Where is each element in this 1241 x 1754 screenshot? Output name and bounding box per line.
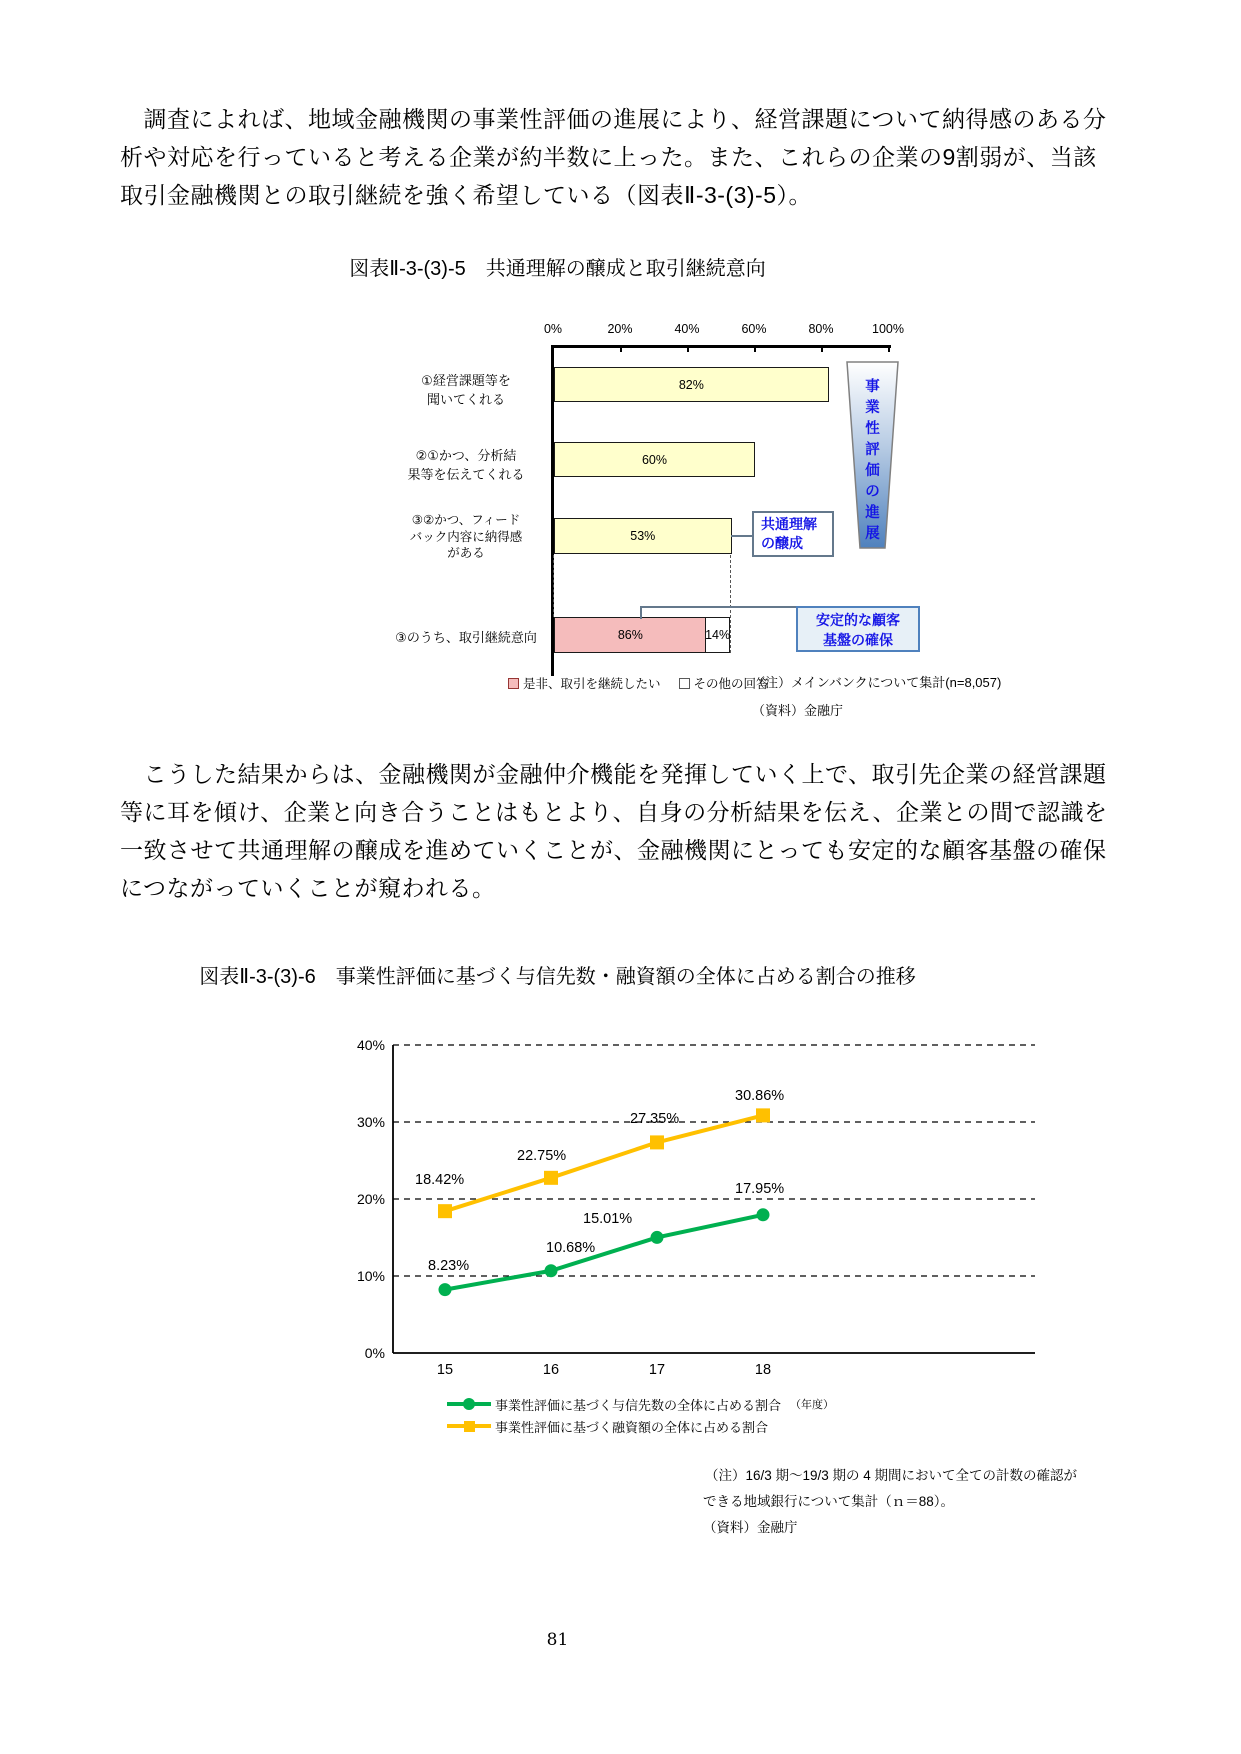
- figure6-title: 図表Ⅱ-3-(3)-6 事業性評価に基づく与信先数・融資額の全体に占める割合の推移: [199, 966, 916, 988]
- figure5-axis-tick: [754, 347, 756, 352]
- figure6-ytick-10: 10%: [356, 1268, 385, 1284]
- figure5-axis-tick: [888, 347, 890, 352]
- page-number: 81: [546, 1630, 569, 1650]
- figure5-axis-tick: [687, 347, 689, 352]
- figure6-count-label-18: 17.95%: [735, 1181, 785, 1197]
- figure5-stacked-bar: [554, 617, 732, 653]
- figure5-legend-item-continue: 是非、取引を継続したい: [523, 677, 661, 691]
- figure5-source: （資料）金融庁: [752, 703, 844, 718]
- figure6-count-label-15: 8.23%: [428, 1258, 470, 1274]
- yellow-line-square-icon: [447, 1419, 491, 1433]
- figure6-xtick-17: 17: [648, 1362, 666, 1378]
- series-marker: [651, 1231, 664, 1244]
- figure5-xtick-0: 0%: [543, 322, 563, 336]
- figure5-bar2-label: ②①かつ、分析結 果等を伝えてくれる: [407, 448, 525, 482]
- series-marker: [544, 1171, 558, 1185]
- figure6-amount-label-16: 22.75%: [517, 1148, 567, 1164]
- figure6-ytick-30: 30%: [356, 1114, 385, 1130]
- figure5-legend: [508, 674, 769, 692]
- green-line-circle-icon: [447, 1397, 491, 1411]
- figure6-ytick-0: 0%: [364, 1345, 385, 1361]
- figure5-xtick-80: 80%: [808, 322, 834, 336]
- figure6-count-label-16: 10.68%: [546, 1240, 596, 1256]
- figure6-ytick-20: 20%: [356, 1191, 385, 1207]
- figure6-note-line2: できる地域銀行について集計（ｎ＝88）。: [703, 1494, 954, 1509]
- series-marker: [650, 1135, 664, 1149]
- figure5-bar-82-value: 82%: [678, 377, 704, 392]
- figure6-xtick-16: 16: [542, 1362, 560, 1378]
- figure5-callout-stable-customer-base: 安定的な顧客 基盤の確保: [796, 606, 920, 652]
- figure5-title: 図表Ⅱ-3-(3)-5 共通理解の醸成と取引継続意向: [349, 258, 766, 280]
- paragraph-2: こうした結果からは、金融機関が金融仲介機能を発揮していく上で、取引先企業の経営課題等に耳を傾け、企業と向き合うことはもとより、自身の分析結果を伝え、企業との間で認識を一致させて共通理解の醸成を進めていくことが、金融機関にとっても安定的な顧客基盤の確保につながっていくことが窺われる。: [120, 761, 1108, 901]
- legend-white-square-icon: [679, 678, 690, 689]
- figure6-legend-count: 事業性評価に基づく与信先数の全体に占める割合: [447, 1393, 781, 1415]
- legend-pink-square-icon: [508, 678, 519, 689]
- figure5-callout-common-understanding: 共通理解 の醸成: [752, 511, 834, 557]
- figure5-bar4-label: ③のうち、取引継続意向: [395, 630, 537, 645]
- figure5-axis-tick: [620, 347, 622, 352]
- figure6-legend-amount: 事業性評価に基づく融資額の全体に占める割合: [447, 1415, 781, 1437]
- series-marker: [439, 1283, 452, 1296]
- figure5-note: （注）メインバンクについて集計(n=8,057): [752, 675, 1002, 690]
- figure5-bar3-label: ③②かつ、フィード バック内容に納得感 がある: [409, 513, 523, 560]
- figure5-xtick-40: 40%: [674, 322, 700, 336]
- figure5-stacked-main-segment: 86%: [554, 617, 707, 653]
- figure6-xtick-18: 18: [754, 1362, 772, 1378]
- figure6-legend: [447, 1393, 781, 1437]
- figure6-ytick-40: 40%: [356, 1037, 385, 1053]
- figure5-stacked-other-segment: 14%: [705, 617, 730, 653]
- series-marker: [757, 1208, 770, 1221]
- figure6-xtick-15: 15: [436, 1362, 454, 1378]
- figure6-amount-label-15: 18.42%: [415, 1172, 465, 1188]
- figure5-xtick-100: 100%: [872, 322, 904, 336]
- figure5-callout2-connector-h: [640, 606, 796, 608]
- figure5-callout1-connector: [731, 535, 752, 537]
- figure5-funnel-label: 事 業 性 評 価 の 進 展: [865, 379, 880, 542]
- figure6-note-line1: （注）16/3 期～19/3 期の 4 期間において全ての計数の確認が: [705, 1468, 1078, 1483]
- figure6-amount-label-18: 30.86%: [735, 1088, 785, 1104]
- series-marker: [545, 1264, 558, 1277]
- figure6-count-label-17: 15.01%: [583, 1211, 633, 1227]
- figure5-xtick-60: 60%: [741, 322, 767, 336]
- series-line: [445, 1115, 763, 1211]
- figure5-bar-82: [554, 367, 829, 402]
- figure5-bar-53-value: 53%: [630, 529, 656, 543]
- figure5-axis-tick: [821, 347, 823, 352]
- series-marker: [438, 1204, 452, 1218]
- paragraph-1: 調査によれば、地域金融機関の事業性評価の進展により、経営課題について納得感のある分析や対応を行っていると考える企業が約半数に上った。また、これらの企業の9割弱が、当該取引金融機関との取引継続を強く希望している（図表Ⅱ-3-(3)-5）。: [120, 106, 1107, 208]
- figure5-top-axis: [551, 345, 891, 348]
- figure5-callout2-connector-v: [640, 606, 642, 619]
- figure5-bar-60: [554, 442, 755, 477]
- figure6-line-chart: [330, 1030, 1060, 1360]
- figure6-amount-label-17: 27.35%: [630, 1111, 680, 1127]
- series-marker: [756, 1108, 770, 1122]
- figure6-x-unit: （年度）: [790, 1399, 834, 1411]
- figure5-bar-53: [554, 518, 732, 554]
- figure5-bar1-label: ①経営課題等を 聞いてくれる: [421, 373, 511, 407]
- figure5-dashed-guide-left: [553, 555, 554, 617]
- figure5-legend-item-other: その他の回答: [693, 677, 769, 691]
- figure5-xtick-20: 20%: [607, 322, 633, 336]
- figure6-source: （資料）金融庁: [703, 1520, 798, 1535]
- figure5-bar-60-value: 60%: [641, 452, 668, 467]
